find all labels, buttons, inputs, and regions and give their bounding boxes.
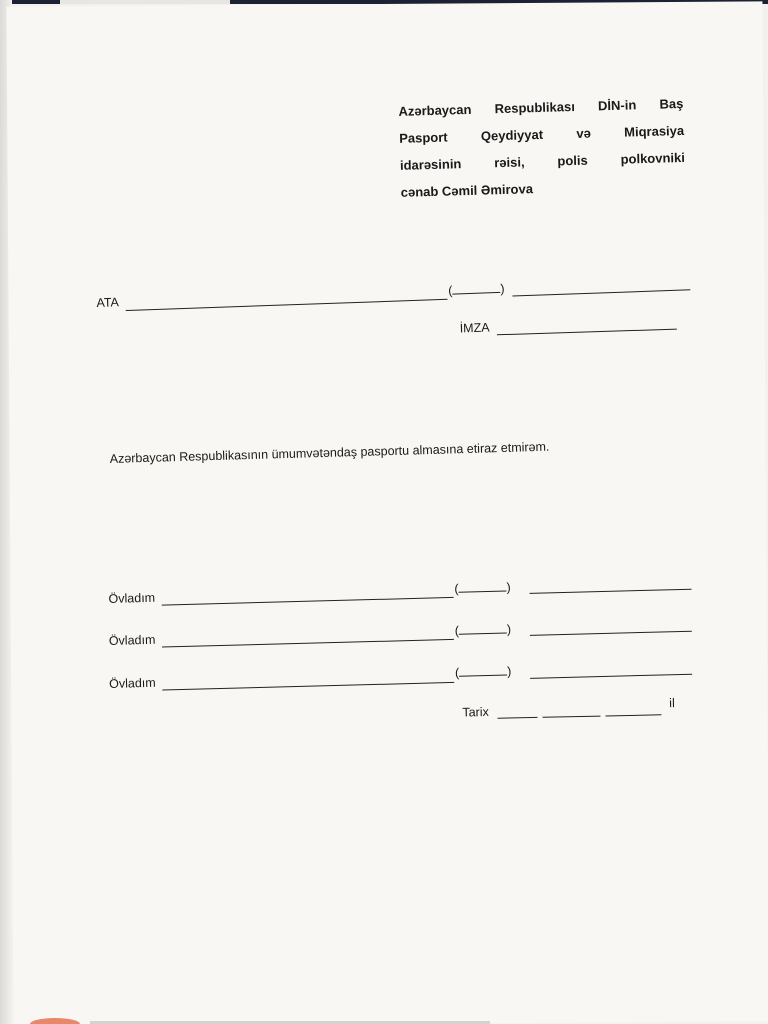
child-1-paren-close: )	[506, 580, 511, 595]
signature-label: İMZA	[459, 320, 490, 336]
finger-tip	[30, 1018, 80, 1024]
child-2-label: Övladım	[108, 632, 156, 648]
child-3-paren-open: (	[454, 665, 460, 680]
father-paren-close: )	[500, 281, 505, 296]
document-page	[6, 1, 768, 1024]
addressee-line-2: Pasport Qeydiyyat və Miqrasiya	[399, 122, 685, 146]
consent-statement: Azərbaycan Respublikasının ümumvətəndaş pasportu almasına etiraz etmirəm.	[109, 439, 550, 466]
date-year-field[interactable]	[605, 714, 661, 716]
date-month-field[interactable]	[542, 716, 600, 718]
child-1-label: Övladım	[108, 590, 156, 606]
child-3-label: Övladım	[108, 675, 156, 691]
addressee-line-1: Azərbaycan Respublikası DİN-in Baş	[398, 95, 684, 119]
child-2-paren-open: (	[454, 623, 460, 638]
child-3-paren-close: )	[506, 664, 512, 679]
date-day-field[interactable]	[497, 717, 537, 719]
addressee-line-4: cənab Cəmil Əmirova	[400, 181, 534, 200]
father-paren-open: (	[447, 283, 453, 298]
child-2-paren-close: )	[506, 622, 512, 637]
date-label: Tarix	[462, 704, 489, 720]
child-1-paren-open: (	[454, 581, 459, 596]
addressee-line-3: idarəsinin rəisi, polis polkovniki	[399, 149, 686, 173]
date-year-suffix: il	[669, 696, 675, 711]
father-label: ATA	[96, 295, 120, 311]
